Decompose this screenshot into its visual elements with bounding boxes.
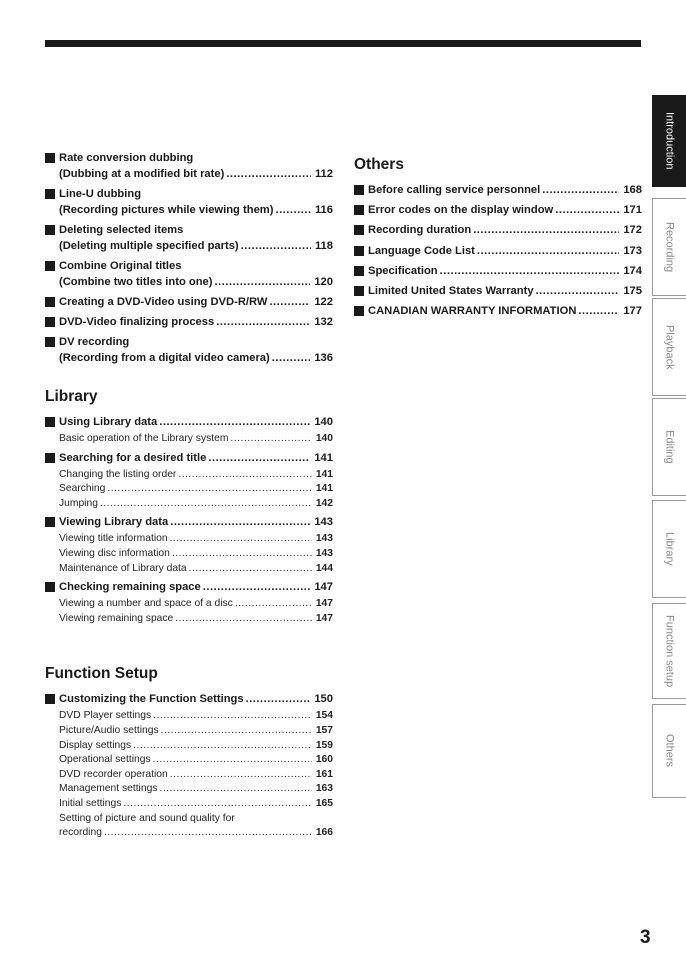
square-bullet-icon xyxy=(45,261,55,271)
toc-line[interactable] xyxy=(59,314,333,330)
toc-line[interactable] xyxy=(59,612,333,627)
toc-line[interactable] xyxy=(59,166,333,182)
toc-page-number: 136 xyxy=(314,352,333,364)
toc-subentry xyxy=(45,709,333,724)
dot-leader xyxy=(473,222,619,238)
toc-page-number: 132 xyxy=(314,316,333,328)
dot-leader xyxy=(440,263,620,279)
toc-page-number: 157 xyxy=(315,724,333,736)
square-bullet-icon xyxy=(45,153,55,163)
toc-entry xyxy=(45,450,333,466)
toc-page-number: 143 xyxy=(315,547,333,559)
toc-line-text: (Recording from a digital video camera) xyxy=(59,352,270,364)
dot-leader xyxy=(170,514,310,530)
toc-line-text: Line-U dubbing xyxy=(59,188,142,200)
square-bullet-icon xyxy=(45,337,55,347)
toc-line-text: Using Library data xyxy=(59,416,158,428)
toc-subentry xyxy=(45,753,333,768)
toc-entry xyxy=(354,283,642,299)
toc-line-text: DVD-Video finalizing process xyxy=(59,316,215,328)
square-bullet-icon xyxy=(45,694,55,704)
toc-entry xyxy=(45,514,333,530)
toc-line-text: Viewing Library data xyxy=(59,516,169,529)
square-bullet-icon xyxy=(45,417,55,427)
toc-entry xyxy=(354,202,642,218)
top-rule xyxy=(45,40,641,47)
toc-page-number: 159 xyxy=(315,739,333,751)
toc-page-number: 112 xyxy=(314,168,333,180)
toc-line-text: Searching for a desired title xyxy=(59,451,207,464)
toc-page-number: 172 xyxy=(623,224,642,237)
toc-line[interactable] xyxy=(59,691,333,707)
side-tab-label: Editing xyxy=(663,430,676,464)
toc-entry xyxy=(45,579,333,595)
toc-line-text: DVD recorder operation xyxy=(59,768,168,780)
toc-line[interactable] xyxy=(59,739,333,754)
dot-leader xyxy=(215,274,311,290)
dot-leader xyxy=(275,202,310,218)
toc-page-number: 168 xyxy=(623,184,642,196)
function-setup-heading: Function Setup xyxy=(45,665,158,683)
dot-leader xyxy=(272,350,311,366)
square-bullet-icon xyxy=(354,246,364,256)
toc-subentry xyxy=(45,612,333,627)
toc-page-number: 147 xyxy=(315,598,333,610)
toc-line-text: Language Code List xyxy=(368,244,475,257)
toc-page-number: 144 xyxy=(315,562,333,574)
square-bullet-icon xyxy=(354,286,364,296)
side-tab-label: Playback xyxy=(663,324,676,370)
square-bullet-icon xyxy=(45,297,55,307)
dot-leader xyxy=(100,497,312,512)
toc-line[interactable] xyxy=(59,482,333,497)
toc-entry xyxy=(354,243,642,259)
dot-leader xyxy=(133,739,312,754)
dot-leader xyxy=(235,597,312,612)
dot-leader xyxy=(578,303,619,319)
toc-line[interactable] xyxy=(59,202,333,218)
toc-line[interactable] xyxy=(59,826,333,841)
toc-line-text: Initial settings xyxy=(59,797,122,809)
toc-page-number: 142 xyxy=(315,497,333,509)
square-bullet-icon xyxy=(354,266,364,276)
dot-leader xyxy=(226,166,311,182)
square-bullet-icon xyxy=(45,225,55,235)
square-bullet-icon xyxy=(354,205,364,215)
toc-subentry xyxy=(45,768,333,783)
toc-line-text: (Recording pictures while viewing them) xyxy=(59,204,274,216)
toc-page-number: 150 xyxy=(314,693,333,706)
dot-leader xyxy=(203,579,311,595)
toc-page-number: 143 xyxy=(314,516,333,529)
library-list xyxy=(45,414,333,629)
dot-leader xyxy=(208,450,310,466)
toc-line-text: Picture/Audio settings xyxy=(59,724,159,736)
toc-line[interactable] xyxy=(59,258,333,274)
toc-page-number: 122 xyxy=(314,296,333,308)
dot-leader xyxy=(477,243,619,259)
toc-page-number: 173 xyxy=(623,244,642,257)
side-tab-label: Introduction xyxy=(663,112,676,170)
side-tab-label: Others xyxy=(663,734,676,768)
dot-leader xyxy=(189,562,312,577)
toc-line[interactable] xyxy=(368,263,642,279)
dot-leader xyxy=(246,691,311,707)
toc-line[interactable] xyxy=(59,753,333,768)
toc-line[interactable] xyxy=(59,782,333,797)
side-tab[interactable] xyxy=(652,398,686,496)
top-list xyxy=(45,150,333,366)
toc-line[interactable] xyxy=(59,238,333,254)
toc-line[interactable] xyxy=(59,724,333,739)
toc-page-number: 141 xyxy=(315,468,333,480)
toc-page-number: 147 xyxy=(314,581,333,594)
toc-line-text: Searching xyxy=(59,483,106,495)
toc-page-number: 166 xyxy=(315,827,333,839)
toc-page-number: 161 xyxy=(315,768,333,780)
toc-line-text: (Deleting multiple specified parts) xyxy=(59,240,239,252)
toc-line[interactable] xyxy=(59,709,333,724)
toc-line[interactable] xyxy=(59,294,333,310)
toc-line[interactable] xyxy=(368,303,642,319)
dot-leader xyxy=(230,432,311,447)
toc-subentry xyxy=(45,739,333,754)
toc-line-text: Changing the listing order xyxy=(59,468,177,480)
toc-page-number: 171 xyxy=(623,204,642,217)
right-column xyxy=(354,150,642,323)
toc-page-number: 147 xyxy=(315,612,333,624)
dot-leader xyxy=(153,709,312,724)
toc-page-number: 118 xyxy=(314,240,333,252)
square-bullet-icon xyxy=(45,317,55,327)
square-bullet-icon xyxy=(354,225,364,235)
toc-line-text: Rate conversion dubbing xyxy=(59,152,194,164)
toc-page-number: 174 xyxy=(623,264,642,277)
toc-page-number: 116 xyxy=(314,204,333,216)
toc-line-text: Viewing remaining space xyxy=(59,612,174,624)
left-column xyxy=(45,150,333,844)
toc-line-text: CANADIAN WARRANTY INFORMATION xyxy=(368,305,577,318)
dot-leader xyxy=(107,482,311,497)
dot-leader xyxy=(153,753,312,768)
toc-line[interactable] xyxy=(59,579,333,595)
toc-line-text: Deleting selected items xyxy=(59,224,184,236)
side-tab-label: Function setup xyxy=(663,614,676,688)
toc-line-text: Limited United States Warranty xyxy=(368,284,534,297)
toc-line[interactable] xyxy=(368,243,642,259)
toc-line-text: Viewing a number and space of a disc xyxy=(59,598,233,610)
toc-line-text: Viewing title information xyxy=(59,533,168,545)
square-bullet-icon xyxy=(45,453,55,463)
dot-leader xyxy=(170,768,312,783)
toc-line[interactable] xyxy=(59,150,333,166)
toc-line-text: DVD Player settings xyxy=(59,710,152,722)
toc-entry xyxy=(354,303,642,319)
toc-entry xyxy=(45,150,333,182)
toc-line[interactable] xyxy=(59,768,333,783)
square-bullet-icon xyxy=(45,517,55,527)
toc-line[interactable] xyxy=(59,468,333,483)
side-tab[interactable] xyxy=(652,704,686,798)
toc-line-text: Management settings xyxy=(59,783,158,795)
toc-page-number: 143 xyxy=(315,533,333,545)
toc-page-number: 177 xyxy=(623,305,642,318)
toc-page-number: 154 xyxy=(315,710,333,722)
toc-line-text: (Combine two titles into one) xyxy=(59,276,213,288)
side-tab-label: Recording xyxy=(663,221,676,273)
toc-entry xyxy=(45,186,333,218)
toc-subentry xyxy=(45,797,333,812)
dot-leader xyxy=(269,294,310,310)
toc-subentry xyxy=(45,547,333,562)
toc-page-number: 165 xyxy=(315,797,333,809)
toc-line-text: Maintenance of Library data xyxy=(59,562,187,574)
toc-subentry xyxy=(45,826,333,841)
side-tab[interactable] xyxy=(652,95,686,187)
others-heading: Others xyxy=(354,156,404,173)
toc-subentry xyxy=(45,497,333,512)
dot-leader xyxy=(175,612,312,627)
dot-leader xyxy=(536,283,620,299)
toc-line[interactable] xyxy=(368,283,642,299)
toc-page-number: 175 xyxy=(623,284,642,297)
toc-line-text: Basic operation of the Library system xyxy=(59,433,229,444)
dot-leader xyxy=(172,547,312,562)
toc-line-text: DV recording xyxy=(59,336,130,348)
function-setup-list xyxy=(45,691,333,843)
square-bullet-icon xyxy=(45,582,55,592)
toc-line[interactable] xyxy=(368,222,642,238)
toc-entry xyxy=(354,222,642,238)
toc-line[interactable] xyxy=(59,514,333,530)
toc-line-text: Combine Original titles xyxy=(59,260,182,272)
dot-leader xyxy=(123,797,311,812)
dot-leader xyxy=(159,414,310,430)
toc-subentry xyxy=(45,562,333,577)
toc-line[interactable] xyxy=(59,497,333,512)
toc-subentry xyxy=(45,724,333,739)
toc-line[interactable] xyxy=(59,532,333,547)
toc-line[interactable] xyxy=(59,597,333,612)
toc-subentry xyxy=(45,468,333,483)
toc-subentry xyxy=(45,432,333,447)
toc-page-number: 141 xyxy=(315,483,333,495)
toc-entry xyxy=(354,263,642,279)
toc-page-number: 120 xyxy=(314,276,333,288)
toc-line[interactable] xyxy=(59,432,333,447)
toc-line-text: Operational settings xyxy=(59,754,151,766)
toc-line-text: (Dubbing at a modified bit rate) xyxy=(59,168,225,180)
toc-line[interactable] xyxy=(59,797,333,812)
toc-line-text: Before calling service personnel xyxy=(368,184,541,196)
square-bullet-icon xyxy=(45,189,55,199)
dot-leader xyxy=(216,314,310,330)
toc-entry xyxy=(45,314,333,330)
square-bullet-icon xyxy=(354,306,364,316)
side-tab-label: Library xyxy=(663,532,676,566)
square-bullet-icon xyxy=(354,185,364,195)
dot-leader xyxy=(178,468,311,483)
side-tab[interactable] xyxy=(652,298,686,396)
toc-page-number: 163 xyxy=(315,783,333,795)
toc-line[interactable] xyxy=(59,812,333,827)
toc-subentry xyxy=(45,532,333,547)
page-number: 3 xyxy=(640,927,651,948)
toc-line[interactable] xyxy=(59,222,333,238)
dot-leader xyxy=(542,182,619,198)
toc-entry xyxy=(45,414,333,430)
toc-subentry xyxy=(45,482,333,497)
toc-line-text: Recording duration xyxy=(368,224,472,237)
others-list xyxy=(354,182,642,319)
toc-line[interactable] xyxy=(368,182,642,198)
dot-leader xyxy=(555,202,619,218)
toc-entry xyxy=(45,258,333,290)
library-heading: Library xyxy=(45,388,98,405)
toc-page-number: 140 xyxy=(315,433,333,444)
toc-entry xyxy=(45,222,333,254)
toc-line-text: Display settings xyxy=(59,739,132,751)
dot-leader xyxy=(241,238,311,254)
toc-subentry xyxy=(45,782,333,797)
toc-line[interactable] xyxy=(59,334,333,350)
side-tab[interactable] xyxy=(652,603,686,699)
toc-line[interactable] xyxy=(59,350,333,366)
toc-line-text: Specification xyxy=(368,264,438,277)
dot-leader xyxy=(104,826,312,841)
toc-line-text: Creating a DVD-Video using DVD-R/RW xyxy=(59,296,268,308)
toc-entry xyxy=(45,334,333,366)
toc-subentry xyxy=(45,812,333,827)
dot-leader xyxy=(159,782,311,797)
toc-line-text: Customizing the Function Settings xyxy=(59,693,244,706)
toc-line-text: recording xyxy=(59,827,102,839)
toc-line-text: Checking remaining space xyxy=(59,581,201,594)
toc-subentry xyxy=(45,597,333,612)
toc-line-text: Jumping xyxy=(59,497,98,509)
side-tab[interactable] xyxy=(652,198,686,296)
dot-leader xyxy=(161,724,312,739)
dot-leader xyxy=(170,532,312,547)
toc-entry xyxy=(354,182,642,198)
toc-page-number: 140 xyxy=(314,416,333,428)
toc-line-text: Viewing disc information xyxy=(59,547,170,559)
toc-page-number: 141 xyxy=(314,451,333,464)
toc-line[interactable] xyxy=(59,547,333,562)
toc-entry xyxy=(45,294,333,310)
toc-entry xyxy=(45,691,333,707)
toc-line-text: Setting of picture and sound quality for xyxy=(59,812,235,824)
toc-line[interactable] xyxy=(59,414,333,430)
toc-line[interactable] xyxy=(59,186,333,202)
toc-line[interactable] xyxy=(59,274,333,290)
toc-page-number: 160 xyxy=(315,754,333,766)
toc-line[interactable] xyxy=(59,562,333,577)
toc-line[interactable] xyxy=(368,202,642,218)
toc-line-text: Error codes on the display window xyxy=(368,204,554,217)
side-tab[interactable] xyxy=(652,500,686,598)
toc-line[interactable] xyxy=(59,450,333,466)
